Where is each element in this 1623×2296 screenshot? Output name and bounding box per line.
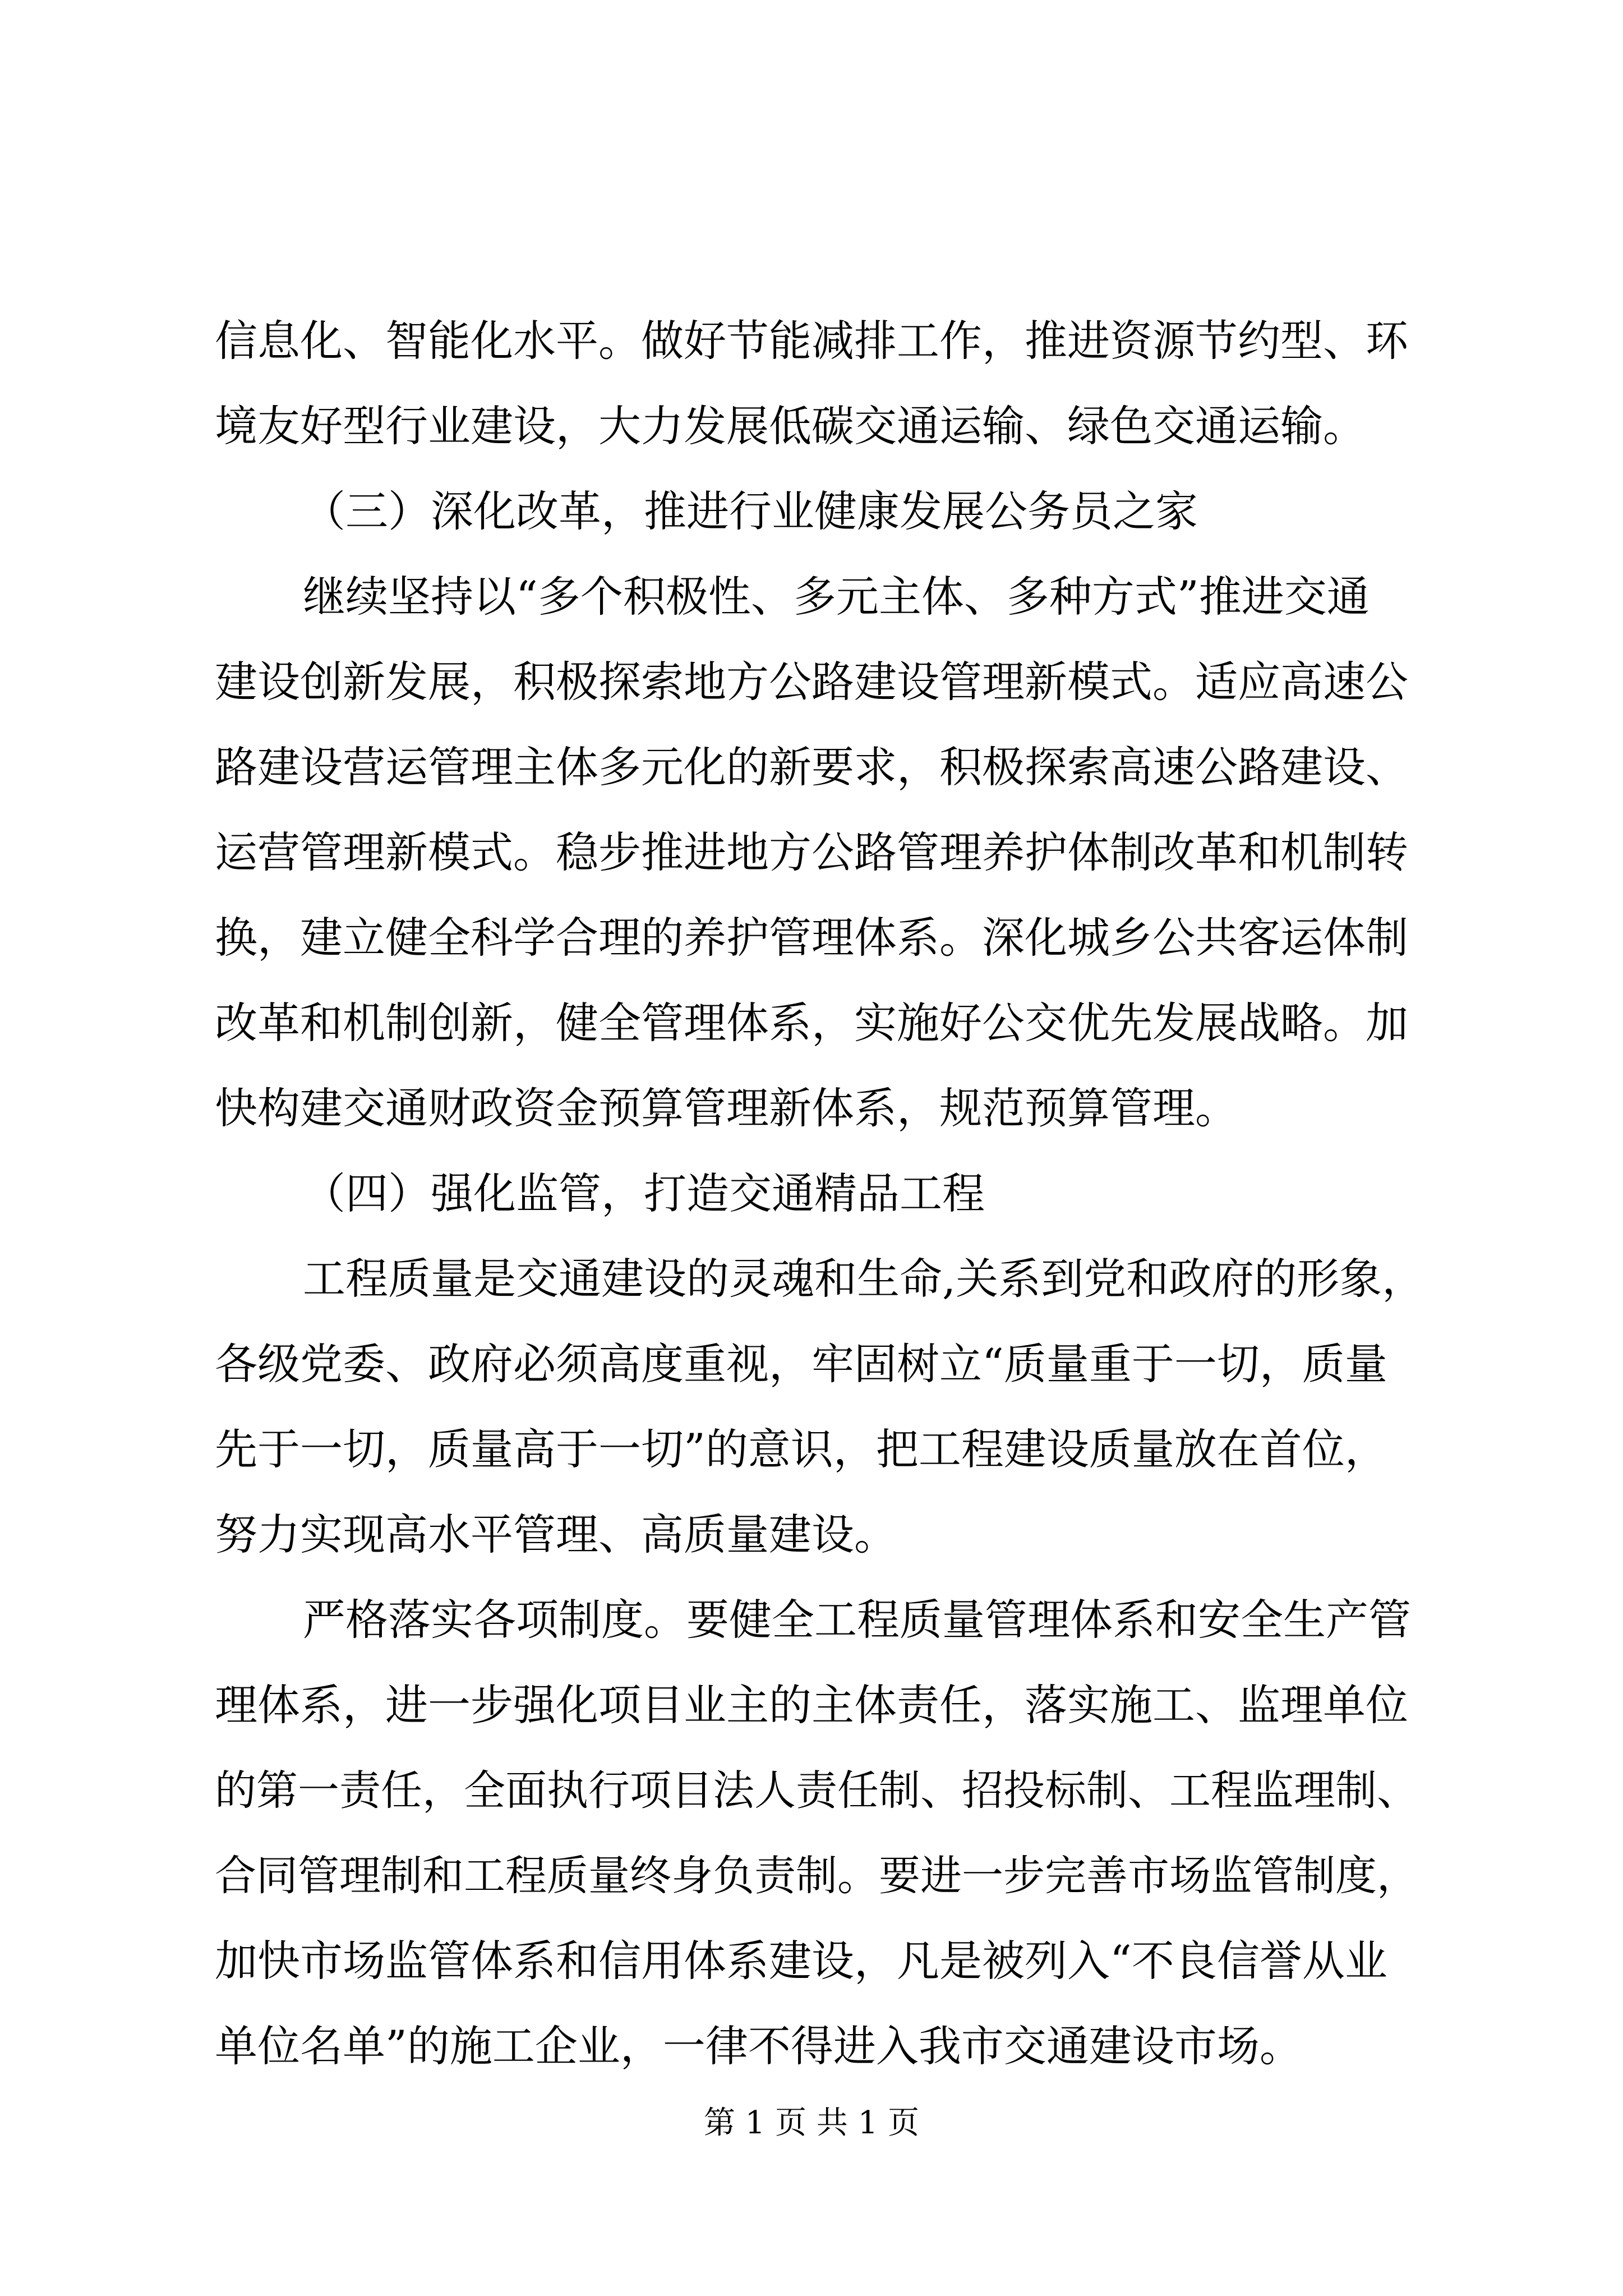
- text-line: 单位名单”的施工企业，一律不得进入我市交通建设市场。: [215, 2021, 1302, 2071]
- text-line: 先于一切，质量高于一切”的意识，把工程建设质量放在首位，: [215, 1424, 1387, 1474]
- text-line: 信息化、智能化水平。做好节能减排工作，推进资源节约型、环: [215, 316, 1408, 366]
- text-line: 改革和机制创新，健全管理体系，实施好公交优先发展战略。加: [215, 998, 1408, 1048]
- text-line: 路建设营运管理主体多元化的新要求，积极探索高速公路建设、: [215, 742, 1408, 792]
- text-line: 快构建交通财政资金预算管理新体系，规范预算管理。: [215, 1083, 1238, 1133]
- text-line: （四）强化监管，打造交通精品工程: [303, 1168, 985, 1218]
- text-line: 继续坚持以“多个积极性、多元主体、多种方式”推进交通: [303, 572, 1370, 622]
- page-footer: 第 1 页 共 1 页: [703, 2105, 920, 2141]
- text-line: 运营管理新模式。稳步推进地方公路管理养护体制改革和机制转: [215, 827, 1408, 877]
- text-line: 境友好型行业建设，大力发展低碳交通运输、绿色交通运输。: [215, 401, 1366, 451]
- text-line: 努力实现高水平管理、高质量建设。: [215, 1510, 897, 1559]
- text-line: 加快市场监管体系和信用体系建设，凡是被列入“不良信誉从业: [215, 1936, 1387, 1986]
- text-line: （三）深化改革，推进行业健康发展公务员之家: [303, 486, 1198, 536]
- text-line: 严格落实各项制度。要健全工程质量管理体系和安全生产管: [303, 1595, 1411, 1645]
- text-line: 各级党委、政府必须高度重视，牢固树立“质量重于一切，质量: [215, 1339, 1387, 1389]
- text-line: 的第一责任，全面执行项目法人责任制、招投标制、工程监理制、: [215, 1766, 1418, 1815]
- text-line: 理体系，进一步强化项目业主的主体责任，落实施工、监理单位: [215, 1680, 1408, 1730]
- text-line: 合同管理制和工程质量终身负责制。要进一步完善市场监管制度，: [215, 1852, 1418, 1900]
- text-line: 换，建立健全科学合理的养护管理体系。深化城乡公共客运体制: [215, 913, 1408, 963]
- text-line: 工程质量是交通建设的灵魂和生命,关系到党和政府的形象，: [303, 1254, 1425, 1304]
- document-body: [215, 298, 1426, 2089]
- text-line: 建设创新发展，积极探索地方公路建设管理新模式。适应高速公: [215, 657, 1408, 707]
